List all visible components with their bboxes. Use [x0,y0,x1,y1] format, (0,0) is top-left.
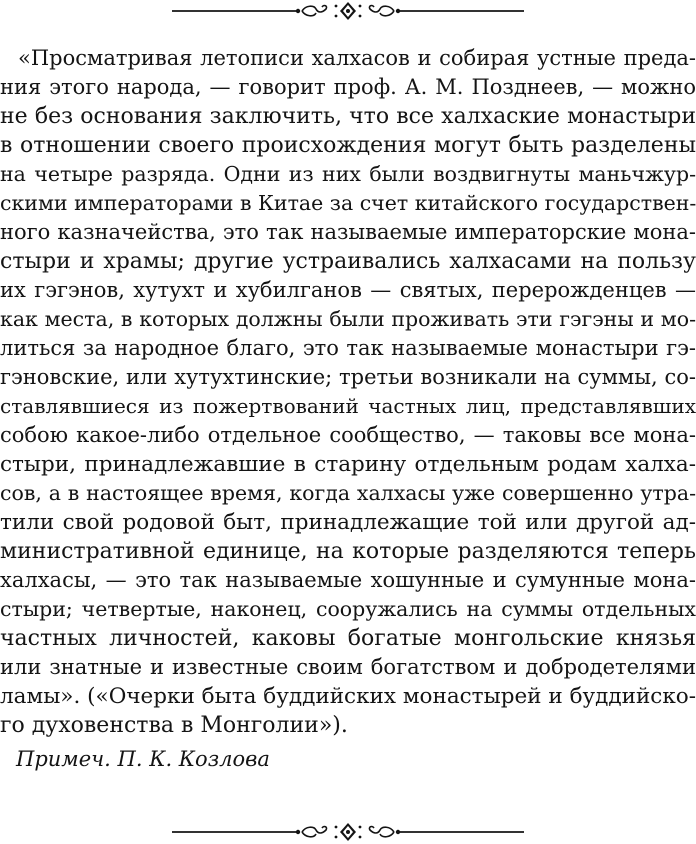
top-flourish-ornament [0,0,696,24]
text-line: ного казначейства, это так называемые императорские мона- [0,220,696,244]
text-line: скими императорами в Китае за счет китайского государствен- [0,191,696,215]
text-line: тили свой родовой быт, принадлежащие той или другой ад- [0,510,696,535]
text-line: гэновские, или хутухтинские; третьи возникали на суммы, со- [0,365,696,389]
text-line: частных личностей, каковы богатые монгольские князья [0,626,696,651]
text-line: их гэгэнов, хутухт и хубилганов — святых, перерожденцев — [0,278,696,302]
text-line: ставлявшиеся из пожертвований частных лиц, представлявших [0,394,696,418]
text-line: ния этого народа, — говорит проф. А. М. Позднеев, — можно [0,75,696,99]
text-line: стыри; четвертые, наконец, сооружались на суммы отдельных [0,597,696,621]
main-paragraph [0,44,696,740]
text-line: в отношении своего происхождения могут быть разделены [0,133,696,158]
text-line: собою какое-либо отдельное сообщество, — таковы все мона- [0,423,696,447]
text-line: или знатные и известные своим богатством и добродетелями [0,655,696,679]
text-line: ламы». («Очерки быта буддийских монастырей и буддийско- [0,684,696,709]
editor-note: Примеч. П. К. Козлова [16,747,270,771]
text-line: не без основания заключить, что все халхаские монастыри [0,104,696,129]
text-line: как места, в которых должны были проживать эти гэгэны и мо- [0,307,696,331]
text-line: министративной единице, на которые разделяются теперь [0,539,696,564]
text-line: стыри, принадлежавшие в старину отдельным родам халха- [0,452,696,477]
text-line: стыри и храмы; другие устраивались халхасами на пользу [0,249,696,274]
bottom-flourish-ornament [0,820,696,844]
text-line: го духовенства в Монголии»). [0,713,348,738]
text-line: халхасы, — это так называемые хошунные и сумунные мона- [0,568,696,592]
text-line: «Просматривая летописи халхасов и собирая устные преда- [18,46,696,70]
text-line: на четыре разряда. Одни из них были воздвигнуты маньчжур- [0,162,696,186]
text-line: сов, а в настоящее время, когда халхасы уже совершенно утра- [0,481,696,505]
text-line: литься за народное благо, это так называемые монастыри гэ- [0,336,696,360]
